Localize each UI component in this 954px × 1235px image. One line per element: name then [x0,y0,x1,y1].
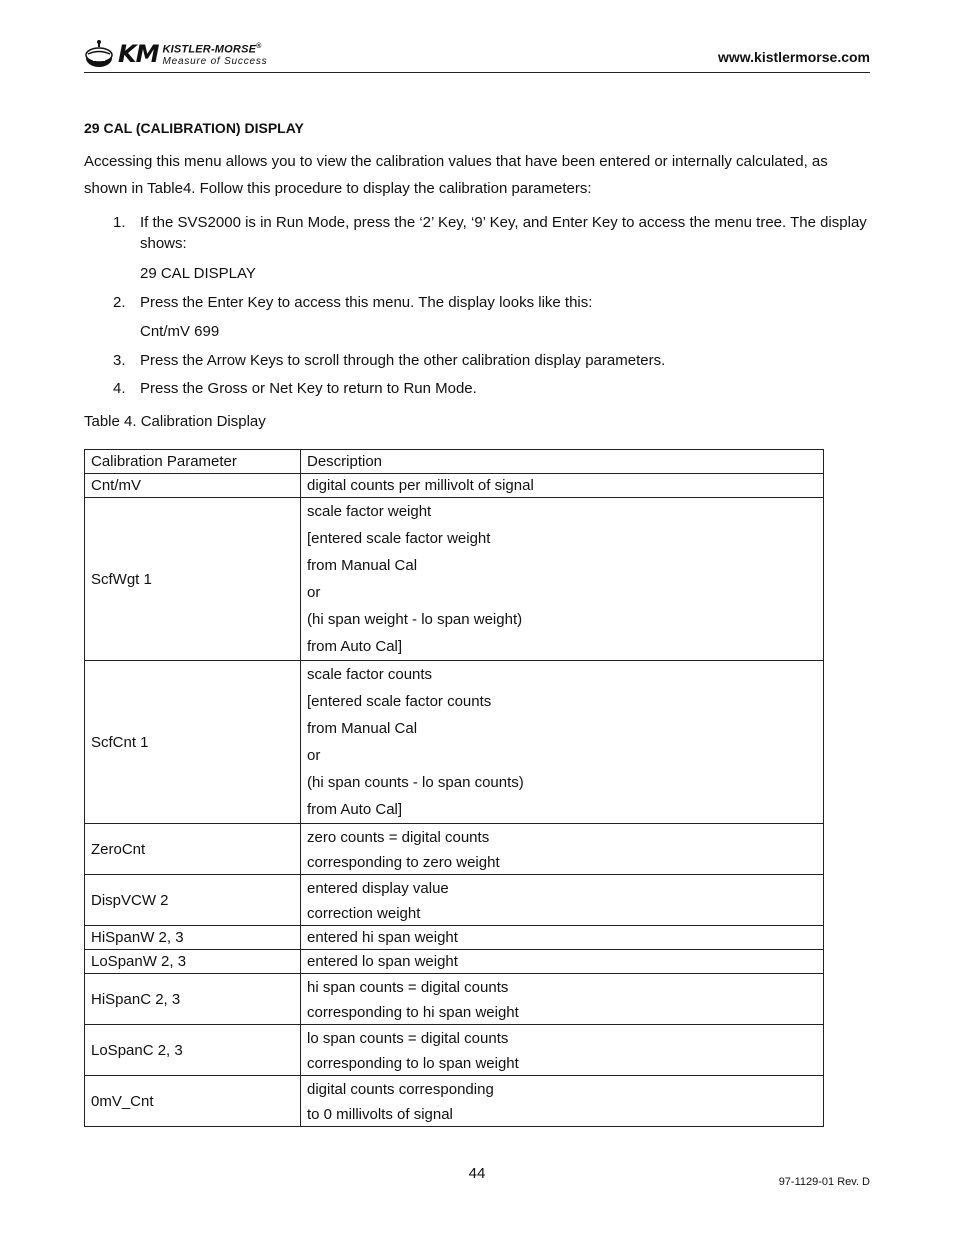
display-readout: Cnt/mV 699 [140,323,220,340]
param-cell: Cnt/mV [85,474,301,498]
table-row [85,974,824,1025]
desc-cell: scale factor weight [entered scale factor weight from Manual Cal or (hi span weight - lo span weight) from Auto Cal] [301,498,824,661]
table-row [85,950,824,974]
website-link[interactable]: www.kistlermorse.com [718,49,870,65]
desc-cell: zero counts = digital counts corresponding to zero weight [301,824,824,875]
page-number: 44 [468,1165,486,1182]
param-cell: ScfWgt 1 [85,498,301,661]
table-row [85,824,824,875]
param-cell: 0mV_Cnt [85,1076,301,1127]
table-header-row [85,450,824,474]
kistler-morse-logo [84,38,267,70]
step-text: Press the Enter Key to access this menu. The display looks like this: [140,294,593,311]
desc-cell: digital counts corresponding to 0 millivolts of signal [301,1076,824,1127]
step-number: 3. [113,352,126,369]
section-title: 29 CAL (CALIBRATION) DISPLAY [84,120,304,136]
step-number: 2. [113,294,126,311]
table-caption: Table 4. Calibration Display [84,413,266,430]
table-row [85,474,824,498]
step-text: Press the Gross or Net Key to return to Run Mode. [140,380,477,397]
param-cell: DispVCW 2 [85,875,301,926]
header-cell: Description [301,450,824,474]
page-header [84,38,870,73]
step-text: If the SVS2000 is in Run Mode, press the ‘2’ Key, ‘9’ Key, and Enter Key to access the menu tree. The display shows: [140,214,867,252]
desc-cell: digital counts per millivolt of signal [301,474,824,498]
table-row [85,875,824,926]
param-cell: HiSpanW 2, 3 [85,926,301,950]
table-row [85,498,824,661]
registered-mark: ® [256,43,262,51]
step-number: 1. [113,214,126,231]
param-cell: ScfCnt 1 [85,661,301,824]
document-id: 97-1129-01 Rev. D [778,1176,870,1188]
step-number: 4. [113,380,126,397]
param-cell: HiSpanC 2, 3 [85,974,301,1025]
step-text: Press the Arrow Keys to scroll through the other calibration display parameters. [140,352,666,369]
desc-cell: entered hi span weight [301,926,824,950]
display-readout: 29 CAL DISPLAY [140,265,256,282]
header-cell: Calibration Parameter [85,450,301,474]
table-row [85,1076,824,1127]
param-cell: LoSpanC 2, 3 [85,1025,301,1076]
table-row [85,1025,824,1076]
table-row [85,661,824,824]
brand-initials: KM [118,40,159,68]
brand-name: KISTLER-MORSE [162,43,257,56]
calibration-table [84,449,824,1127]
param-cell: ZeroCnt [85,824,301,875]
scale-emblem-icon [84,39,114,69]
param-cell: LoSpanW 2, 3 [85,950,301,974]
intro-paragraph: Accessing this menu allows you to view the calibration values that have been entered or internally calculated, as shown in Table4. Follow this procedure to display the calibration parameters: [84,153,828,197]
desc-cell: lo span counts = digital counts corresponding to lo span weight [301,1025,824,1076]
desc-cell: hi span counts = digital counts corresponding to hi span weight [301,974,824,1025]
desc-cell: entered lo span weight [301,950,824,974]
table-row [85,926,824,950]
brand-tagline: Measure of Success [162,55,268,67]
desc-cell: entered display value correction weight [301,875,824,926]
desc-cell: scale factor counts [entered scale factor counts from Manual Cal or (hi span counts - lo span counts) from Auto Cal] [301,661,824,824]
